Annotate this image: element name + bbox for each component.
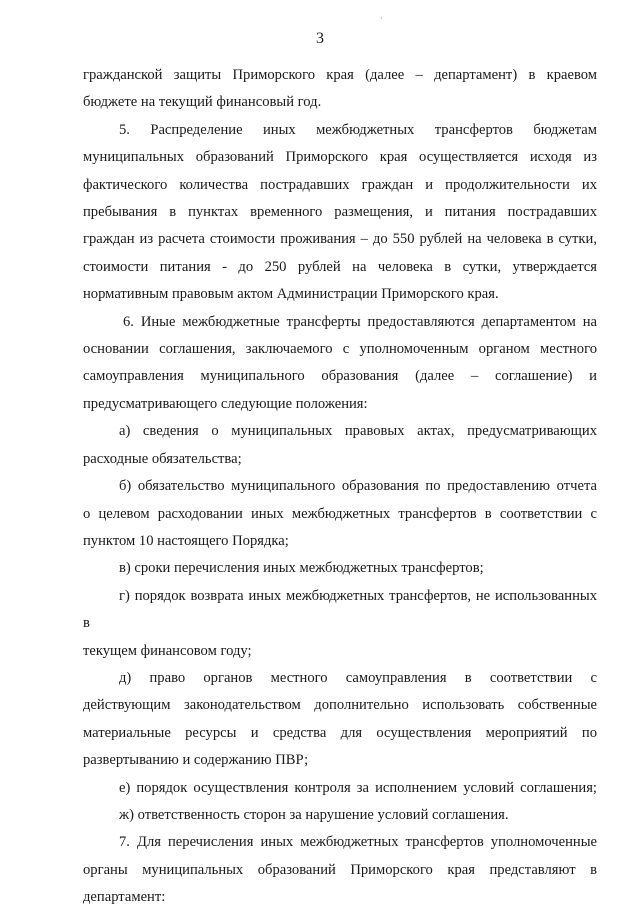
page-number: 3 bbox=[316, 30, 324, 47]
paragraph-5-line-6: стоимости питания - до 250 рублей на человека в сутки, утверждается bbox=[83, 258, 597, 275]
page-top-mark: · bbox=[380, 14, 383, 23]
paragraph-5-line-4: пребывания в пунктах временного размещения, и питания пострадавших bbox=[83, 204, 597, 221]
item-d-line-1: д) право органов местного самоуправления в соответствии с bbox=[119, 669, 597, 686]
paragraph-6-line-4: предусматривающего следующие положения: bbox=[83, 395, 368, 412]
item-b-line-2: о целевом расходовании иных межбюджетных трансфертов в соответствии с bbox=[83, 505, 597, 522]
paragraph-7-line-1: 7. Для перечисления иных межбюджетных трансфертов уполномоченные bbox=[119, 834, 597, 851]
item-g-line-2: текущем финансовом году; bbox=[83, 642, 252, 659]
paragraph-7-line-3: департамент: bbox=[83, 889, 166, 906]
paragraph-5-line-3: фактического количества пострадавших граждан и продолжительности их bbox=[83, 176, 597, 193]
paragraph-5-line-5: граждан из расчета стоимости проживания – до 550 рублей на человека в сутки, bbox=[83, 231, 597, 248]
intro-line-1: гражданской защиты Приморского края (далее – департамент) в краевом bbox=[83, 67, 597, 83]
paragraph-7-line-2: органы муниципальных образований Приморского края представляют в bbox=[83, 861, 597, 878]
intro-line-2: бюджете на текущий финансовый год. bbox=[83, 94, 322, 111]
item-b-line-1: б) обязательство муниципального образования по предоставлению отчета bbox=[119, 478, 597, 495]
item-v-line-1: в) сроки перечисления иных межбюджетных трансфертов; bbox=[119, 560, 484, 577]
item-b-line-3: пунктом 10 настоящего Порядка; bbox=[83, 532, 289, 549]
paragraph-6-line-2: основании соглашения, заключаемого с уполномоченным органом местного bbox=[83, 341, 597, 358]
item-a-line-2: расходные обязательства; bbox=[83, 450, 242, 467]
item-e-line-1: е) порядок осуществления контроля за исполнением условий соглашения; bbox=[119, 779, 597, 796]
item-d-line-2: действующим законодательством дополнительно использовать собственные bbox=[83, 697, 597, 714]
item-a-line-1: а) сведения о муниципальных правовых актах, предусматривающих bbox=[119, 423, 597, 440]
paragraph-6-line-3: самоуправления муниципального образования (далее – соглашение) и bbox=[83, 368, 597, 385]
item-g-line-1: г) порядок возврата иных межбюджетных трансфертов, не использованных в bbox=[83, 587, 597, 632]
paragraph-6-line-1: 6. Иные межбюджетные трансферты предоставляются департаментом на bbox=[123, 313, 597, 330]
item-d-line-3: материальные ресурсы и средства для осуществления мероприятий по bbox=[83, 724, 597, 741]
paragraph-5-line-2: муниципальных образований Приморского края осуществляется исходя из bbox=[83, 149, 597, 166]
paragraph-5-line-7: нормативным правовым актом Администрации Приморского края. bbox=[83, 286, 499, 303]
paragraph-5-line-1: 5. Распределение иных межбюджетных трансфертов бюджетам bbox=[119, 121, 597, 138]
document-body bbox=[83, 62, 597, 912]
item-d-line-4: развертыванию и содержанию ПВР; bbox=[83, 752, 309, 769]
item-zh-line-1: ж) ответственность сторон за нарушение условий соглашения. bbox=[119, 806, 509, 823]
